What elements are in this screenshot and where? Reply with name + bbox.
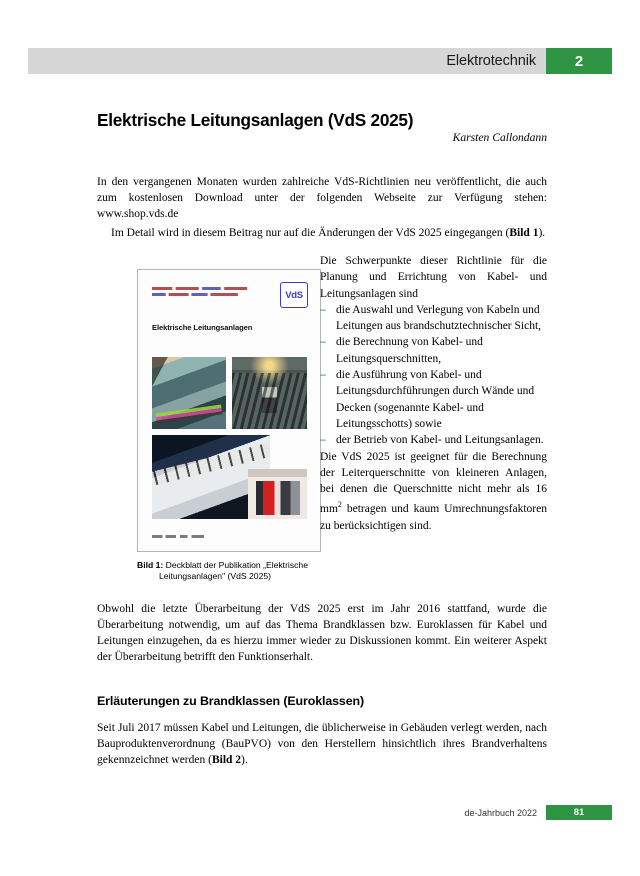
list-item: [320, 367, 547, 432]
list-item-label: der Betrieb von Kabel- und Leitungsanlagen.: [336, 434, 544, 447]
figure-reference-bild-1: Bild 1: [509, 226, 539, 239]
footer-source-label: de-Jahrbuch 2022: [464, 807, 537, 818]
side-column: [320, 253, 547, 534]
cover-publisher-line-1: [152, 287, 262, 290]
figure-caption-label: Bild 1:: [137, 560, 164, 570]
cover-publisher-lines: [152, 287, 262, 299]
lower-paragraph-1: Obwohl die letzte Überarbeitung der VdS 2025 erst im Jahr 2016 stattfand, wurde die Überarbeitung notwendig, um auf das Thema Brandklassen bzw. Euroklassen für Kabel und Leitungen einzugehen, da es hierzu immer wieder zu Diskussionen kommt. Ein weiterer Aspekt der Überarbeitung betrifft den Funktionserhalt.: [97, 602, 547, 664]
cover-photo-cable-tray-top-left: [152, 357, 226, 429]
page-number-badge: [546, 805, 612, 820]
side-column-lead-in: Die Schwerpunkte dieser Richtlinie für die Planung und Errichtung von Kabel- und Leitungsanlagen sind: [320, 255, 547, 300]
intro-paragraph-1: In den vergangenen Monaten wurden zahlreiche VdS-Richtlinien neu veröffentlicht, die auch zum kostenlosen Download unter der folgenden Webseite zur Verfügung stehen: www.shop.vds.de: [97, 175, 547, 221]
figure-reference-bild-2: Bild 2: [211, 754, 242, 767]
cover-photo-cable-shaft-top-right: [232, 357, 307, 429]
publication-cover-image: [137, 269, 321, 552]
chapter-number-badge: [546, 48, 612, 74]
cover-footer-mark: [152, 535, 204, 538]
vds-logo-icon: [280, 282, 308, 308]
side-tail-superscript: 2: [337, 500, 342, 510]
bullet-dash-icon: –: [320, 336, 326, 349]
cover-photo-cable-bundle-bottom-right: [248, 469, 307, 519]
running-header-section-title: Elektrotechnik: [446, 53, 536, 69]
figure-caption: [137, 560, 323, 583]
list-item: [320, 432, 547, 448]
page-number-label: 81: [573, 807, 585, 818]
page-title: Elektrische Leitungsanlagen (VdS 2025): [97, 109, 414, 130]
figure-caption-line-2: Leitungsanlagen" (VdS 2025): [159, 571, 271, 582]
side-column-tail-paragraph: [320, 449, 547, 534]
figure-caption-line-1: Deckblatt der Publikation „Elektrische: [163, 560, 308, 570]
page-footer: [28, 805, 612, 820]
focus-points-list: [320, 302, 547, 449]
bullet-dash-icon: –: [320, 434, 326, 447]
cover-title-text: Elektrische Leitungsanlagen: [152, 323, 253, 332]
list-item-label: die Auswahl und Verlegung von Kabeln und Leitungen aus brandschutztechnischer Sicht,: [336, 303, 542, 333]
list-item: [320, 334, 547, 367]
lower-paragraph-2: [97, 720, 547, 769]
bullet-dash-icon: –: [320, 369, 326, 382]
section-heading: Erläuterungen zu Brandklassen (Euroklassen): [97, 694, 364, 709]
list-item-label: die Berechnung von Kabel- und Leitungsquerschnitten,: [336, 336, 483, 365]
figure-bild-1: [137, 269, 323, 583]
side-tail-part-1: Die VdS 2025 ist geeignet für die Berechnung der Leiterquerschnitte von kleineren Anlagen, bei denen die Querschnitte nicht mehr als 16 mm: [320, 450, 547, 516]
bullet-dash-icon: –: [320, 303, 326, 316]
list-item: [320, 302, 547, 335]
intro-paragraph-2: [97, 225, 547, 241]
vds-logo-text: VdS: [285, 289, 303, 301]
lower-paragraph-2-post: ).: [241, 754, 248, 767]
cover-photo-collage: [152, 357, 307, 519]
side-tail-part-2: betragen und kaum Umrechnungsfaktoren zu berücksichtigen sind.: [320, 503, 547, 532]
intro-paragraph-2-pre: Im Detail wird in diesem Beitrag nur auf die Änderungen der VdS 2025 eingegangen (: [111, 226, 510, 239]
intro-paragraph-2-post: ).: [538, 226, 546, 239]
cover-publisher-line-2: [152, 293, 247, 296]
lower-paragraph-2-pre: Seit Juli 2017 müssen Kabel und Leitungen, die üblicherweise in Gebäuden verlegt werden, nach Bauproduktenverordnung (BauPVO) von den Herstellern hinsichtlich ihres Brandverhaltens gekennzeichnet werden (: [97, 721, 547, 767]
running-header: [28, 48, 612, 74]
article-author: Karsten Callondann: [452, 131, 547, 144]
list-item-label: die Ausführung von Kabel- und Leitungsdurchführungen durch Wände und Decken (sogenannte Kabel- und Leitungsschotts) sowie: [336, 369, 535, 430]
chapter-number-label: 2: [574, 52, 584, 70]
